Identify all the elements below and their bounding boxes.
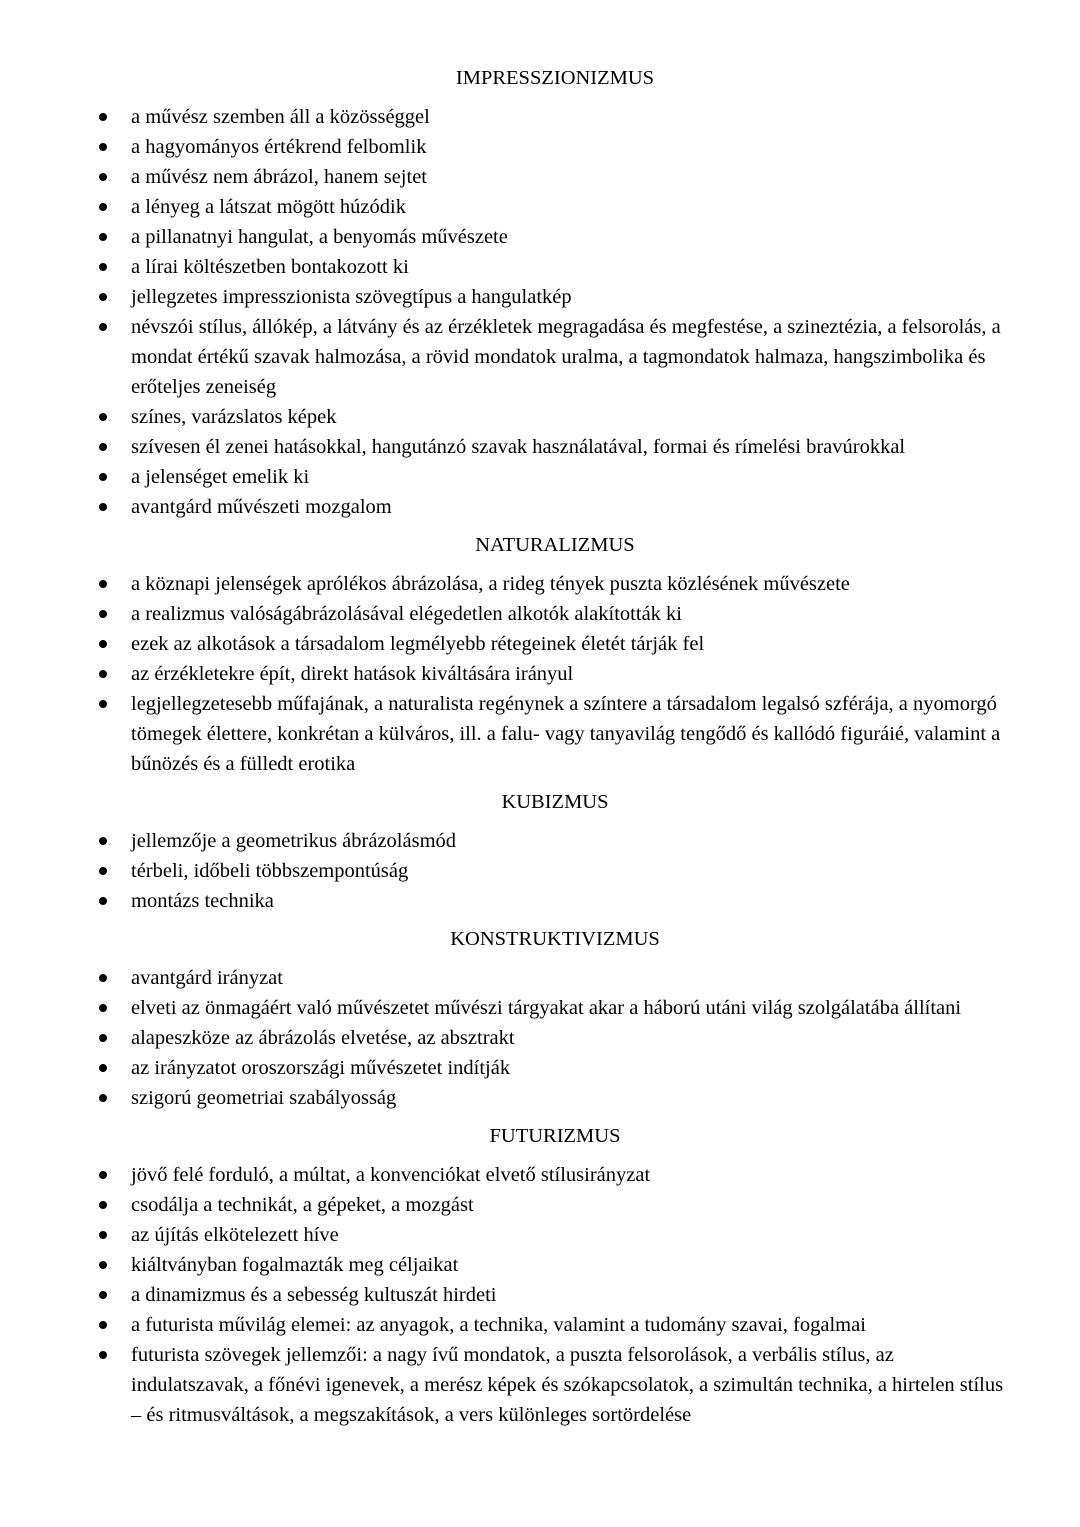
bullet-icon (99, 1351, 107, 1359)
list-item: a dinamizmus és a sebesség kultuszát hirdeti (96, 1280, 1014, 1310)
bullet-icon (99, 897, 107, 905)
bullet-icon (99, 700, 107, 708)
list-item: csodálja a technikát, a gépeket, a mozgást (96, 1190, 1014, 1220)
bullet-list (96, 826, 1014, 916)
list-item: ezek az alkotások a társadalom legmélyebb rétegeinek életét tárják fel (96, 629, 1014, 659)
bullet-list (96, 569, 1014, 779)
bullet-icon (99, 293, 107, 301)
list-item: jellemzője a geometrikus ábrázolásmód (96, 826, 1014, 856)
list-item: a művész nem ábrázol, hanem sejtet (96, 162, 1014, 192)
section-futurizmus (96, 1122, 1014, 1430)
list-item: legjellegzetesebb műfajának, a naturalista regénynek a színtere a társadalom legalsó szférája, a nyomorgó tömegek élettere, konkrétan a külváros, ill. a falu- vagy tanyavilág tengődő és kallódó figuráié, valamint a bűnözés és a fülledt erotika (96, 689, 1014, 779)
bullet-icon (99, 1034, 107, 1042)
list-item: az irányzatot oroszországi művészetet indítják (96, 1053, 1014, 1083)
list-item: a realizmus valóságábrázolásával elégedetlen alkotók alakították ki (96, 599, 1014, 629)
bullet-icon (99, 580, 107, 588)
bullet-icon (99, 837, 107, 845)
list-item: a pillanatnyi hangulat, a benyomás művészete (96, 222, 1014, 252)
list-item: alapeszköze az ábrázolás elvetése, az absztrakt (96, 1023, 1014, 1053)
bullet-list (96, 1160, 1014, 1430)
bullet-icon (99, 473, 107, 481)
section-kubizmus (96, 788, 1014, 916)
bullet-icon (99, 173, 107, 181)
list-item: szigorú geometriai szabályosság (96, 1083, 1014, 1113)
bullet-icon (99, 113, 107, 121)
list-item: avantgárd művészeti mozgalom (96, 492, 1014, 522)
bullet-icon (99, 610, 107, 618)
list-item: szívesen él zenei hatásokkal, hangutánzó szavak használatával, formai és rímelési bravúrokkal (96, 432, 1014, 462)
list-item: színes, varázslatos képek (96, 402, 1014, 432)
bullet-icon (99, 1201, 107, 1209)
bullet-icon (99, 867, 107, 875)
list-item: a futurista művilág elemei: az anyagok, a technika, valamint a tudomány szavai, fogalmai (96, 1310, 1014, 1340)
list-item: névszói stílus, állókép, a látvány és az érzékletek megragadása és megfestése, a szineztézia, a felsorolás, a mondat értékű szavak halmozása, a rövid mondatok uralma, a tagmondatok halmaza, hangszimbolika és erőteljes zeneiség (96, 312, 1014, 402)
list-item: a hagyományos értékrend felbomlik (96, 132, 1014, 162)
bullet-icon (99, 413, 107, 421)
bullet-list (96, 102, 1014, 522)
section-naturalizmus (96, 531, 1014, 779)
bullet-icon (99, 1261, 107, 1269)
bullet-icon (99, 1064, 107, 1072)
bullet-icon (99, 1231, 107, 1239)
bullet-icon (99, 1171, 107, 1179)
section-title: KONSTRUKTIVIZMUS (450, 928, 660, 950)
section-title: NATURALIZMUS (475, 534, 635, 556)
list-item: elveti az önmagáért való művészetet művészi tárgyakat akar a háború utáni világ szolgálatába állítani (96, 993, 1014, 1023)
list-item: a köznapi jelenségek aprólékos ábrázolása, a rideg tények puszta közlésének művészete (96, 569, 1014, 599)
bullet-icon (99, 323, 107, 331)
bullet-icon (99, 1321, 107, 1329)
list-item: térbeli, időbeli többszempontúság (96, 856, 1014, 886)
section-title: IMPRESSZIONIZMUS (455, 67, 655, 89)
list-item: a lírai költészetben bontakozott ki (96, 252, 1014, 282)
section-konstruktivizmus (96, 925, 1014, 1113)
list-item: a művész szemben áll a közösséggel (96, 102, 1014, 132)
bullet-icon (99, 263, 107, 271)
list-item: a jelenséget emelik ki (96, 462, 1014, 492)
list-item: jövő felé forduló, a múltat, a konvenciókat elvető stílusirányzat (96, 1160, 1014, 1190)
list-item: a lényeg a látszat mögött húzódik (96, 192, 1014, 222)
section-title: FUTURIZMUS (489, 1125, 621, 1147)
bullet-icon (99, 974, 107, 982)
bullet-icon (99, 443, 107, 451)
list-item: az újítás elkötelezett híve (96, 1220, 1014, 1250)
bullet-icon (99, 143, 107, 151)
list-item: avantgárd irányzat (96, 963, 1014, 993)
bullet-icon (99, 1004, 107, 1012)
bullet-icon (99, 503, 107, 511)
bullet-icon (99, 640, 107, 648)
section-impresszionizmus (96, 64, 1014, 522)
list-item: kiáltványban fogalmazták meg céljaikat (96, 1250, 1014, 1280)
bullet-list (96, 963, 1014, 1113)
list-item: jellegzetes impresszionista szövegtípus a hangulatkép (96, 282, 1014, 312)
list-item: az érzékletekre épít, direkt hatások kiváltására irányul (96, 659, 1014, 689)
bullet-icon (99, 1094, 107, 1102)
list-item: futurista szövegek jellemzői: a nagy ívű mondatok, a puszta felsorolások, a verbális stílus, az indulatszavak, a főnévi igenevek, a merész képek és szókapcsolatok, a szimultán technika, a hirtelen stílus – és ritmusváltások, a megszakítások, a vers különleges sortördelése (96, 1340, 1014, 1430)
list-item: montázs technika (96, 886, 1014, 916)
bullet-icon (99, 203, 107, 211)
bullet-icon (99, 670, 107, 678)
bullet-icon (99, 233, 107, 241)
section-title: KUBIZMUS (501, 791, 609, 813)
bullet-icon (99, 1291, 107, 1299)
